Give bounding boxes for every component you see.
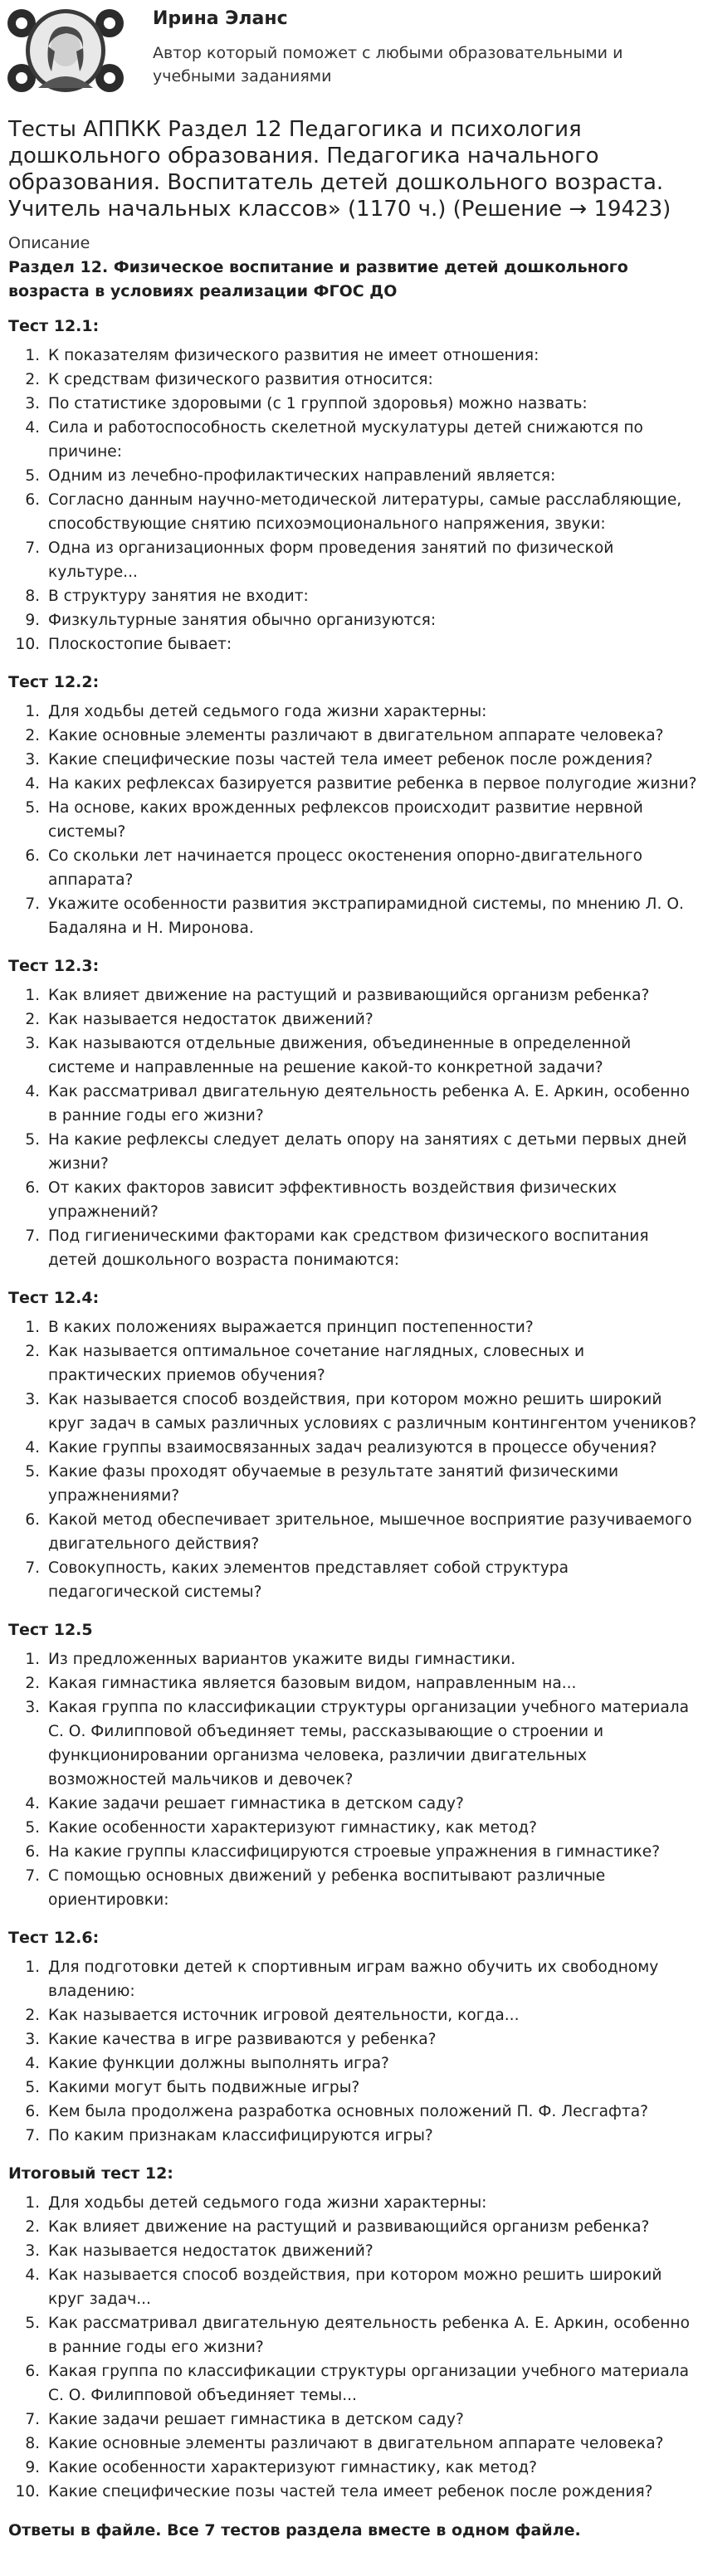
question-item: 2. Какая гимнастика является базовым видом, направленным на... [45,1671,697,1695]
question-item: 5. Какие фазы проходят обучаемые в результате занятий физическими упражнениями? [45,1460,697,1508]
question-list [8,1315,697,1604]
test-block [8,1927,697,2148]
question-item: 3. Как называется недостаток движений? [45,2239,697,2263]
question-item: 9. Физкультурные занятия обычно организуются: [45,608,697,632]
question-item: 1. Для ходьбы детей седьмого года жизни характерны: [45,700,697,724]
question-item: 5. Одним из лечебно-профилактических направлений является: [45,464,697,488]
question-item: 7. Какие задачи решает гимнастика в детском саду? [45,2408,697,2432]
test-block [8,315,697,656]
section-title: Раздел 12. Физическое воспитание и развитие детей дошкольного возраста в условиях реализации ФГОС ДО [8,258,628,300]
test-heading: Тест 12.6: [8,1929,100,1947]
question-item: 5. Как рассматривал двигательную деятельность ребенка А. Е. Аркин, особенно в ранние годы его жизни? [45,2311,697,2359]
question-item: 3. Какая группа по классификации структуры организации учебного материала С. О. Филипповой объединяет темы, рассказывающие о строении и функционировании организма человека, различии двигательных возможностей мальчиков и девочек? [45,1695,697,1792]
question-list [8,983,697,1272]
question-item: 3. Какие специфические позы частей тела имеет ребенок после рождения? [45,748,697,772]
question-item: 3. Как называется способ воздействия, при котором можно решить широкий круг задач в самых различных условиях с различным контингентом учеников? [45,1388,697,1436]
question-item: 4. Какие функции должны выполнять игра? [45,2052,697,2076]
question-item: 2. К средствам физического развития относится: [45,368,697,392]
question-item: 8. Какие основные элементы различают в двигательном аппарате человека? [45,2432,697,2456]
test-heading: Итоговый тест 12: [8,2164,173,2183]
question-list [8,344,697,656]
question-item: 5. На основе, каких врожденных рефлексов происходит развитие нервной системы? [45,796,697,844]
question-item: 2. Как называется оптимальное сочетание наглядных, словесных и практических приемов обучения? [45,1339,697,1388]
question-item: 4. Как называется способ воздействия, при котором можно решить широкий круг задач... [45,2263,697,2311]
question-item: 5. На какие рефлексы следует делать опору на занятиях с детьми первых дней жизни? [45,1128,697,1176]
question-list [8,1955,697,2148]
test-heading: Тест 12.1: [8,317,100,335]
question-item: 10. Какие специфические позы частей тела имеет ребенок после рождения? [45,2480,697,2504]
question-item: 1. Для подготовки детей к спортивным играм важно обучить их свободному владению: [45,1955,697,2003]
question-item: 7. Укажите особенности развития экстрапирамидной системы, по мнению Л. О. Бадаляна и Н. Миронова. [45,892,697,940]
question-item: 4. На каких рефлексах базируется развитие ребенка в первое полугодие жизни? [45,772,697,796]
question-item: 1. В каких положениях выражается принцип постепенности? [45,1315,697,1339]
question-item: 5. Какие особенности характеризуют гимнастику, как метод? [45,1816,697,1840]
tests-container [8,315,697,2504]
test-block [8,1287,697,1604]
question-item: 2. Какие основные элементы различают в двигательном аппарате человека? [45,724,697,748]
author-header [0,0,703,100]
test-heading: Тест 12.5 [8,1621,93,1639]
question-item: 6. Какая группа по классификации структуры организации учебного материала С. О. Филипповой объединяет темы... [45,2359,697,2408]
question-list [8,2191,697,2504]
question-item: 6. Кем была продолжена разработка основных положений П. Ф. Лесгафта? [45,2100,697,2124]
test-block [8,955,697,1272]
main-content [8,116,697,2542]
author-avatar[interactable] [5,5,126,96]
footer-note: Ответы в файле. Все 7 тестов раздела вместе в одном файле. [8,2521,581,2539]
question-item: 5. Какими могут быть подвижные игры? [45,2076,697,2100]
author-name[interactable]: Ирина Эланс [153,8,288,29]
question-item: 7. Совокупность, каких элементов представляет собой структура педагогической системы? [45,1556,697,1604]
question-item: 7. Одна из организационных форм проведения занятий по физической культуре... [45,536,697,584]
question-item: 7. Под гигиеническими факторами как средством физического воспитания детей дошкольного возраста понимаются: [45,1224,697,1272]
question-item: 7. По каким признакам классифицируются игры? [45,2124,697,2148]
question-item: 4. Какие группы взаимосвязанных задач реализуются в процессе обучения? [45,1436,697,1460]
question-item: 2. Как называется недостаток движений? [45,1007,697,1032]
test-heading: Тест 12.2: [8,673,100,691]
test-block [8,671,697,940]
question-item: 1. К показателям физического развития не имеет отношения: [45,344,697,368]
description-label: Описание [8,234,90,252]
question-item: 7. С помощью основных движений у ребенка воспитывают различные ориентировки: [45,1864,697,1912]
question-item: 6. От каких факторов зависит эффективность воздействия физических упражнений? [45,1176,697,1224]
question-item: 6. На какие группы классифицируются строевые упражнения в гимнастике? [45,1840,697,1864]
question-item: 1. Как влияет движение на растущий и развивающийся организм ребенка? [45,983,697,1007]
question-item: 3. Как называются отдельные движения, объединенные в определенной системе и направленные на решение какой-то конкретной задачи? [45,1032,697,1080]
test-block [8,2163,697,2504]
author-description: Автор который поможет с любыми образовательными и учебными заданиями [153,44,623,85]
question-item: 3. Какие качества в игре развиваются у ребенка? [45,2027,697,2052]
question-item: 1. Из предложенных вариантов укажите виды гимнастики. [45,1647,697,1671]
question-item: 9. Какие особенности характеризуют гимнастику, как метод? [45,2456,697,2480]
test-heading: Тест 12.3: [8,957,100,975]
test-heading: Тест 12.4: [8,1289,100,1307]
question-item: 4. Как рассматривал двигательную деятельность ребенка А. Е. Аркин, особенно в ранние годы его жизни? [45,1080,697,1128]
question-item: 4. Сила и работоспособность скелетной мускулатуры детей снижаются по причине: [45,416,697,464]
question-item: 6. Со скольки лет начинается процесс окостенения опорно-двигательного аппарата? [45,844,697,892]
question-item: 6. Какой метод обеспечивает зрительное, мышечное восприятие разучиваемого двигательного действия? [45,1508,697,1556]
question-item: 2. Как называется источник игровой деятельности, когда... [45,2003,697,2027]
page-title: Тесты АППКК Раздел 12 Педагогика и психология дошкольного образования. Педагогика начального образования. Воспитатель детей дошкольного возраста. Учитель начальных классов» (1170 ч.) (Решение → 19423) [8,117,671,222]
test-block [8,1619,697,1912]
question-item: 4. Какие задачи решает гимнастика в детском саду? [45,1792,697,1816]
question-item: 2. Как влияет движение на растущий и развивающийся организм ребенка? [45,2215,697,2239]
question-list [8,700,697,940]
question-list [8,1647,697,1912]
question-item: 3. По статистике здоровыми (с 1 группой здоровья) можно назвать: [45,392,697,416]
question-item: 1. Для ходьбы детей седьмого года жизни характерны: [45,2191,697,2215]
question-item: 10. Плоскостопие бывает: [45,632,697,656]
question-item: 8. В структуру занятия не входит: [45,584,697,608]
question-item: 6. Согласно данным научно-методической литературы, самые расслабляющие, способствующие снятию психоэмоционального напряжения, звуки: [45,488,697,536]
